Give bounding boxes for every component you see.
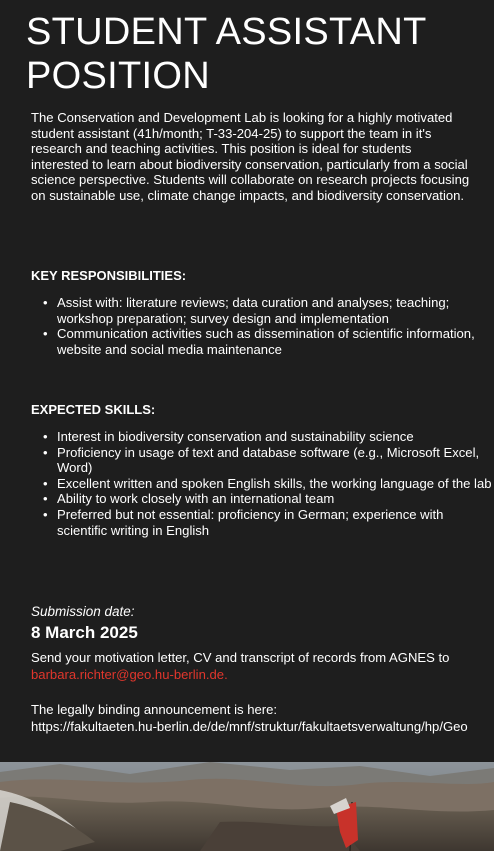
submission-date: 8 March 2025 xyxy=(31,623,138,642)
intro-paragraph: The Conservation and Development Lab is looking for a highly motivated student assistant (41h/month; T-33-204-25) to support the team in it's research and teaching activities. This position is ideal for students interested to learn about biodiversity conservation, particularly from a social science perspective. Students will collaborate on research projects focusing on sustainable use, climate change impacts, and biodiversity conservation. xyxy=(31,110,470,203)
skills-list xyxy=(31,429,494,538)
contact-email-link[interactable]: barbara.richter@geo.hu-berlin.de. xyxy=(31,667,228,682)
list-item: • Assist with: literature reviews; data curation and analyses; teaching; workshop preparation; survey design and implementation xyxy=(57,295,494,326)
list-item: • Ability to work closely with an international team xyxy=(57,491,494,507)
send-instructions xyxy=(31,649,471,683)
list-item: • Communication activities such as dissemination of scientific information, website and social media maintenance xyxy=(57,326,494,357)
responsibilities-list xyxy=(31,295,494,357)
list-item: • Interest in biodiversity conservation and sustainability science xyxy=(57,429,494,445)
poster-title: STUDENT ASSISTANT POSITION xyxy=(26,11,426,97)
legal-text: The legally binding announcement is here: xyxy=(31,702,278,717)
announcement-url-link[interactable]: https://fakultaeten.hu-berlin.de/de/mnf/struktur/fakultaetsverwaltung/hp/Geo xyxy=(31,719,468,734)
list-item: • Excellent written and spoken English skills, the working language of the lab xyxy=(57,476,494,492)
legal-announcement xyxy=(31,701,491,735)
send-text: Send your motivation letter, CV and transcript of records from AGNES to xyxy=(31,650,450,665)
responsibilities-heading: KEY RESPONSIBILITIES: xyxy=(31,268,187,283)
mountain-landscape-photo xyxy=(0,762,494,851)
list-item: • Proficiency in usage of text and database software (e.g., Microsoft Excel, Word) xyxy=(57,445,494,476)
list-item: • Preferred but not essential: proficiency in German; experience with scientific writing in English xyxy=(57,507,494,538)
submission-label: Submission date: xyxy=(31,604,135,619)
skills-heading: EXPECTED SKILLS: xyxy=(31,402,156,417)
